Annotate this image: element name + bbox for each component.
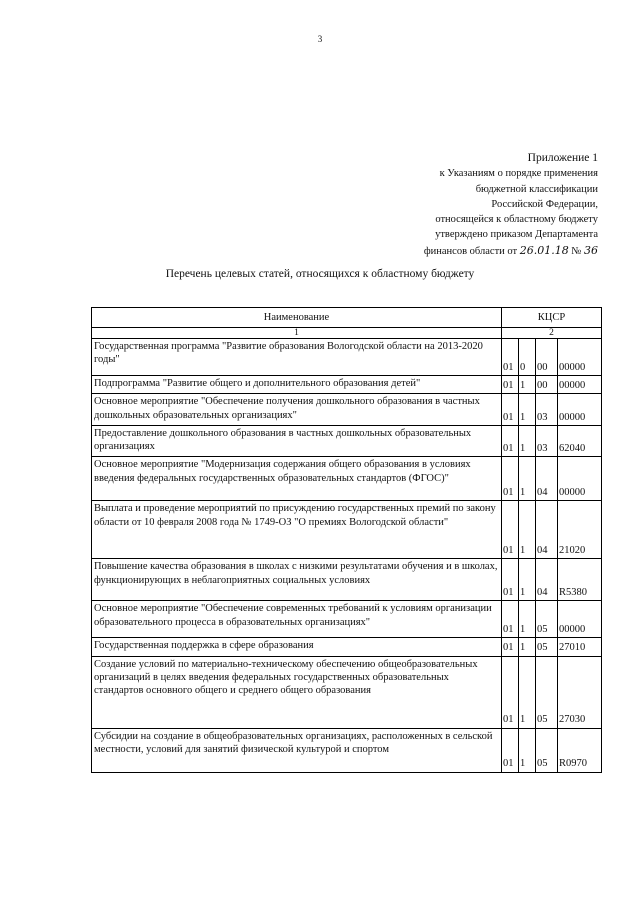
code-part-1: 01 <box>502 601 519 638</box>
table-header-row <box>92 308 602 328</box>
code-part-2: 1 <box>519 638 536 656</box>
code-part-2: 1 <box>519 728 536 772</box>
code-part-3: 05 <box>536 656 558 728</box>
row-name-text: Создание условий по материально-техническому обеспечению общеобразовательных организаций в целях введения федеральных государственных образовательных стандартов основного общего и среднего общего образования <box>94 658 478 697</box>
header-name: Наименование <box>92 308 502 328</box>
code-part-4: 00000 <box>558 339 602 376</box>
code-part-1: 01 <box>502 425 519 457</box>
code-part-4: 00000 <box>558 394 602 426</box>
table-row <box>92 339 602 376</box>
code-part-3: 04 <box>536 501 558 559</box>
table-row <box>92 559 602 601</box>
table-row <box>92 656 602 728</box>
code-part-3: 04 <box>536 559 558 601</box>
code-part-3: 00 <box>536 376 558 394</box>
page-number: 3 <box>317 34 323 44</box>
code-part-3: 03 <box>536 394 558 426</box>
row-name <box>92 656 502 728</box>
code-part-4: 00000 <box>558 376 602 394</box>
row-name <box>92 376 502 394</box>
appendix-line: относящейся к областному бюджету <box>435 214 598 226</box>
appendix-title: Приложение 1 <box>527 152 598 164</box>
code-part-1: 01 <box>502 394 519 426</box>
code-part-2: 1 <box>519 425 536 457</box>
row-name-text: Повышение качества образования в школах с низкими результатами обучения и в школах, функционирующих в неблагоприятных социальных условиях <box>94 561 498 586</box>
table-column-number-row <box>92 328 602 339</box>
appendix-line: к Указаниям о порядке применения <box>439 168 598 180</box>
code-part-2: 1 <box>519 394 536 426</box>
code-part-4: 27010 <box>558 638 602 656</box>
code-part-4: R0970 <box>558 728 602 772</box>
row-name-text: Субсидии на создание в общеобразовательных организациях, расположенных в сельской местности, условий для занятий физической культурой и спортом <box>94 730 493 756</box>
row-name <box>92 728 502 772</box>
appendix-line: бюджетной классификации <box>475 183 598 195</box>
code-part-2: 1 <box>519 656 536 728</box>
appendix-order-prefix: финансов области от <box>423 245 518 257</box>
code-part-1: 01 <box>502 559 519 601</box>
list-title: Перечень целевых статей, относящихся к областному бюджету <box>165 268 475 280</box>
row-name-text: Выплата и проведение мероприятий по присуждению государственных премий по закону области от 10 февраля 2008 года № 1749-ОЗ "О премиях Вологодской области" <box>94 503 496 528</box>
code-part-1: 01 <box>502 501 519 559</box>
order-number-label: № <box>571 245 582 257</box>
code-part-3: 05 <box>536 728 558 772</box>
code-part-1: 01 <box>502 656 519 728</box>
code-part-2: 0 <box>519 339 536 376</box>
row-name <box>92 394 502 426</box>
code-part-4: 00000 <box>558 457 602 501</box>
order-number-handwritten: 36 <box>584 243 598 257</box>
appendix-line: Российской Федерации, <box>491 198 598 210</box>
code-part-1: 01 <box>502 638 519 656</box>
table-row <box>92 601 602 638</box>
column-number-2: 2 <box>502 328 602 339</box>
row-name <box>92 457 502 501</box>
code-part-3: 05 <box>536 601 558 638</box>
row-name-text: Основное мероприятие "Обеспечение получения дошкольного образования в частных дошкольных образовательных организациях" <box>94 396 480 421</box>
row-name-text: Подпрограмма "Развитие общего и дополнительного образования детей" <box>94 378 421 389</box>
code-part-1: 01 <box>502 457 519 501</box>
code-part-1: 01 <box>502 339 519 376</box>
code-part-2: 1 <box>519 376 536 394</box>
row-name <box>92 339 502 376</box>
order-date-handwritten: 26.01.18 <box>519 243 569 257</box>
code-part-2: 1 <box>519 501 536 559</box>
row-name <box>92 638 502 656</box>
row-name <box>92 559 502 601</box>
table-row <box>92 425 602 457</box>
row-name <box>92 501 502 559</box>
code-part-4: 00000 <box>558 601 602 638</box>
code-part-2: 1 <box>519 457 536 501</box>
row-name-text: Предоставление дошкольного образования в частных дошкольных образовательных организациях <box>94 427 472 453</box>
row-name-text: Государственная поддержка в сфере образования <box>94 640 314 652</box>
table-row <box>92 376 602 394</box>
table-row <box>92 728 602 772</box>
row-name-text: Государственная программа "Развитие образования Вологодской области на 2013-2020 годы" <box>94 341 483 366</box>
row-name-text: Основное мероприятие "Обеспечение современных требований к условиям организации образовательного процесса в образовательных организациях" <box>94 603 492 628</box>
appendix-order-line <box>378 243 598 259</box>
table-row <box>92 638 602 656</box>
code-part-4: 62040 <box>558 425 602 457</box>
row-name <box>92 601 502 638</box>
code-part-2: 1 <box>519 559 536 601</box>
code-part-3: 04 <box>536 457 558 501</box>
code-part-1: 01 <box>502 728 519 772</box>
code-part-1: 01 <box>502 376 519 394</box>
code-part-3: 03 <box>536 425 558 457</box>
table-row <box>92 394 602 426</box>
table-row <box>92 501 602 559</box>
code-part-4: R5380 <box>558 559 602 601</box>
appendix-block <box>378 151 598 259</box>
column-number-1: 1 <box>92 328 502 339</box>
row-name-text: Основное мероприятие "Модернизация содержания общего образования в условиях введения федеральных государственных образовательных стандартов (ФГОС)" <box>94 459 471 484</box>
code-part-3: 00 <box>536 339 558 376</box>
header-code: КЦСР <box>502 308 602 328</box>
row-name <box>92 425 502 457</box>
code-part-2: 1 <box>519 601 536 638</box>
table-row <box>92 457 602 501</box>
code-part-4: 27030 <box>558 656 602 728</box>
target-articles-table <box>91 307 602 773</box>
code-part-3: 05 <box>536 638 558 656</box>
appendix-line: утверждено приказом Департамента <box>435 229 598 241</box>
code-part-4: 21020 <box>558 501 602 559</box>
